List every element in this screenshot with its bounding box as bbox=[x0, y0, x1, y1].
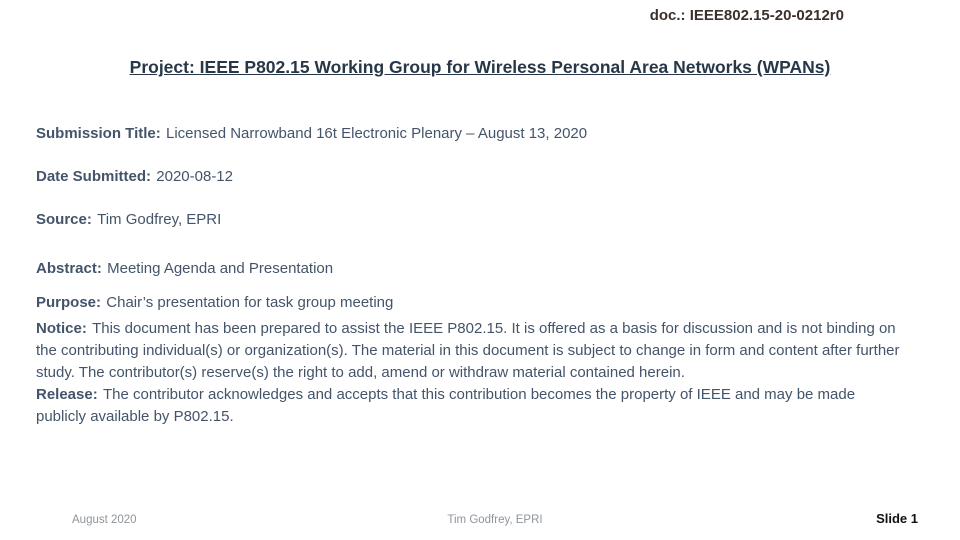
field-notice bbox=[36, 318, 908, 384]
field-abstract-label: Abstract: bbox=[36, 260, 102, 277]
field-submission-title-text: Licensed Narrowband 16t Electronic Plenary – August 13, 2020 bbox=[166, 125, 588, 142]
field-release bbox=[36, 384, 908, 428]
field-source-label: Source: bbox=[36, 211, 92, 228]
field-abstract bbox=[36, 258, 908, 280]
doc-number: doc.: IEEE802.15-20-0212r0 bbox=[649, 7, 844, 24]
body-block bbox=[36, 123, 908, 428]
field-date-submitted bbox=[36, 166, 908, 188]
field-purpose-text: Chair’s presentation for task group meeting bbox=[106, 294, 394, 311]
footer-date: August 2020 bbox=[72, 514, 137, 526]
field-date-submitted-label: Date Submitted: bbox=[36, 168, 152, 185]
field-source bbox=[36, 209, 908, 231]
field-submission-title-label: Submission Title: bbox=[36, 125, 161, 142]
field-notice-label: Notice: bbox=[36, 320, 87, 337]
slide-footer bbox=[0, 511, 960, 526]
field-source-text: Tim Godfrey, EPRI bbox=[97, 211, 222, 228]
footer-author: Tim Godfrey, EPRI bbox=[447, 514, 543, 526]
field-release-label: Release: bbox=[36, 386, 98, 403]
field-release-text: The contributor acknowledges and accepts that this contribution becomes the property of IEEE and may be made publicly available by P802.15. bbox=[36, 386, 856, 425]
field-purpose-label: Purpose: bbox=[36, 294, 102, 311]
slide-number: Slide 1 bbox=[876, 511, 918, 526]
field-notice-text: This document has been prepared to assist the IEEE P802.15. It is offered as a basis for discussion and is not binding on the contributing individual(s) or organization(s). The material in this document is subject to change in form and content after further study. The contributor(s) reserve(s) the right to add, amend or withdraw material contained herein. bbox=[36, 320, 900, 381]
field-date-submitted-text: 2020-08-12 bbox=[156, 168, 233, 185]
field-abstract-text: Meeting Agenda and Presentation bbox=[107, 260, 334, 277]
slide-title: Project: IEEE P802.15 Working Group for Wireless Personal Area Networks (WPANs) bbox=[129, 57, 831, 77]
field-purpose bbox=[36, 292, 908, 314]
field-submission-title bbox=[36, 123, 908, 145]
